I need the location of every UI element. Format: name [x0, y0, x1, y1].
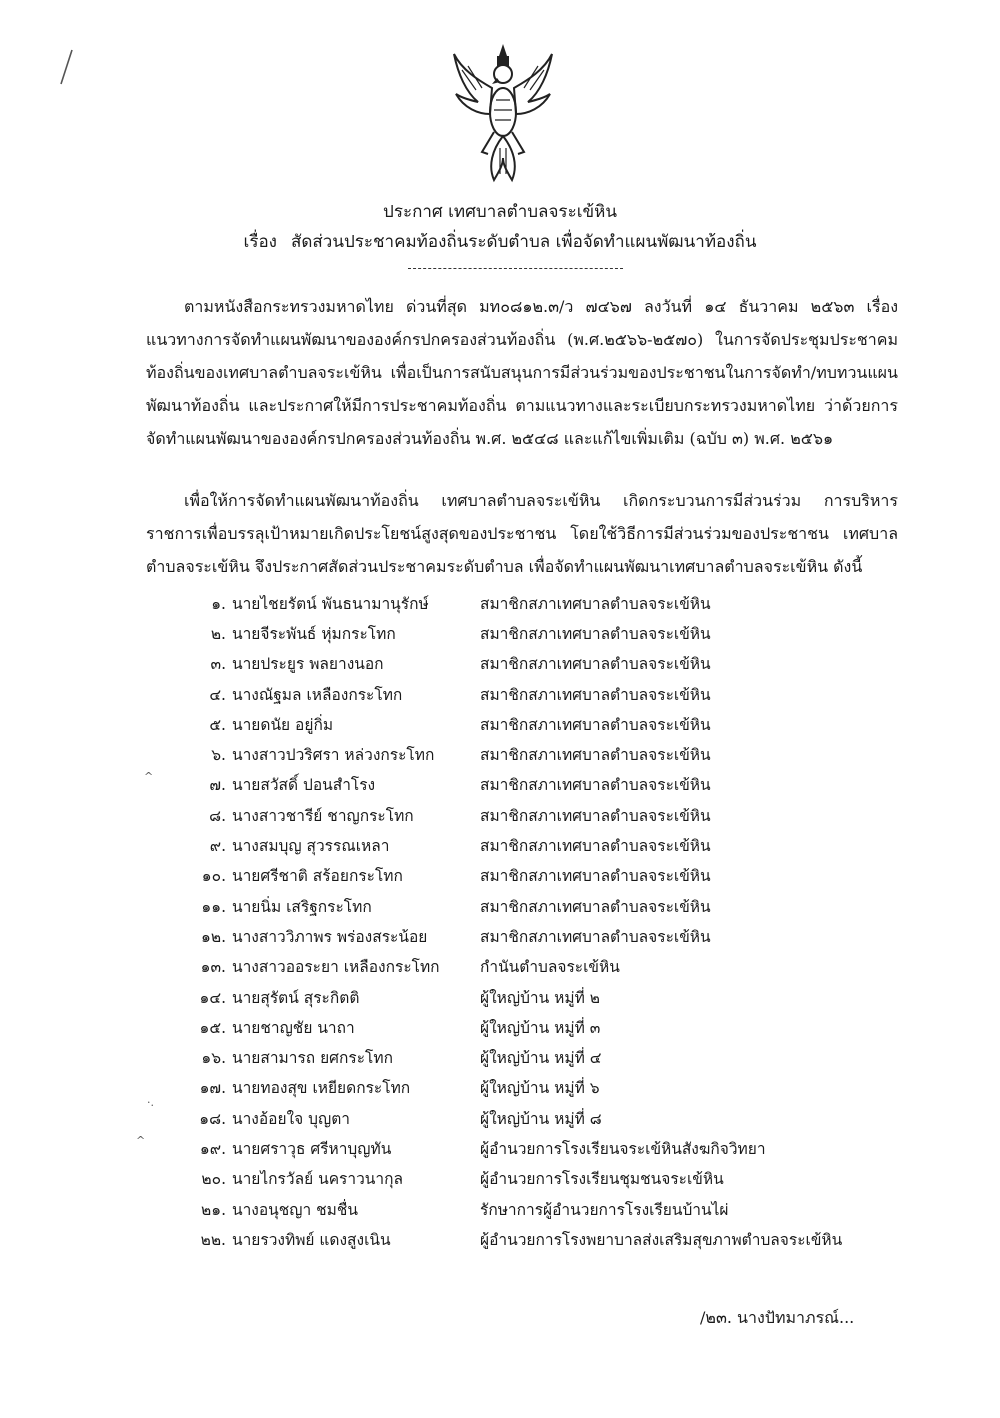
member-number: ๑๔. [199, 988, 226, 1007]
member-name: นางสาวปวริศรา หล่วงกระโทก [232, 746, 435, 765]
pen-stroke-mark [58, 48, 76, 86]
member-row [190, 588, 910, 618]
member-position: ผู้ใหญ่บ้าน หมู่ที่ ๓ [480, 1018, 601, 1037]
member-number: ๒๐. [201, 1170, 226, 1189]
member-name: นายสวัสดิ์ ปอนสำโรง [232, 776, 376, 795]
reference-paragraph: ตามหนังสือกระทรวงมหาดไทย ด่วนที่สุด มท๐๘๑๒.๓/ว ๗๔๖๗ ลงวันที่ ๑๔ ธันวาคม ๒๕๖๓ เรื่องแนวทางการจัดทำแผนพัฒนาขององค์กรปกครองส่วนท้องถิ่น (พ.ศ.๒๕๖๖-๒๕๗๐) ในการจัดประชุมประชาคมท้องถิ่นของเทศบาลตำบลจระเข้หิน เพื่อเป็นการสนับสนุนการมีส่วนร่วมของประชาชนในการจัดทำ/ทบทวนแผนพัฒนาท้องถิ่น และประกาศให้มีการประชาคมท้องถิ่น ตามแนวทางและระเบียบกระทรวงมหาดไทย ว่าด้วยการจัดทำแผนพัฒนาขององค์กรปกครองส่วนท้องถิ่น พ.ศ. ๒๕๔๘ และแก้ไขเพิ่มเติม (ฉบับ ๓) พ.ศ. ๒๕๖๑ [146, 297, 898, 448]
member-row [190, 982, 910, 1012]
member-name: นายไกรวัลย์ นคราวนากุล [232, 1170, 403, 1189]
member-position: ผู้ใหญ่บ้าน หมู่ที่ ๔ [480, 1049, 602, 1068]
member-position: สมาชิกสภาเทศบาลตำบลจระเข้หิน [480, 867, 711, 886]
member-row [190, 679, 910, 709]
member-position: รักษาการผู้อำนวยการโรงเรียนบ้านไผ่ [480, 1200, 729, 1219]
member-row [190, 1194, 910, 1224]
member-name: นายชาญชัย นาถา [232, 1018, 355, 1037]
scan-speck: ^ [136, 1134, 146, 1147]
title-divider [408, 268, 623, 269]
member-number: ๔. [209, 685, 226, 704]
member-name: นางสาวชารีย์ ชาญกระโทก [232, 806, 414, 825]
member-position: ผู้ใหญ่บ้าน หมู่ที่ ๖ [480, 1079, 600, 1098]
purpose-paragraph: เพื่อให้การจัดทำแผนพัฒนาท้องถิ่น เทศบาลตำบลจระเข้หิน เกิดกระบวนการมีส่วนร่วม การบริหารราชการเพื่อบรรลุเป้าหมายเกิดประโยชน์สูงสุดของประชาชน โดยใช้วิธีการมีส่วนร่วมของประชาชน เทศบาลตำบลจระเข้หิน จึงประกาศสัดส่วนประชาคมระดับตำบล เพื่อจัดทำแผนพัฒนาเทศบาลตำบลจระเข้หิน ดังนี้ [146, 491, 898, 576]
member-name: นายสุรัตน์ สุระกิตติ [232, 988, 360, 1007]
announcement-title: ประกาศ เทศบาลตำบลจระเข้หิน [383, 202, 617, 222]
member-row [190, 1012, 910, 1042]
member-name: นายประยูร พลยางนอก [232, 655, 384, 674]
member-number: ๗. [209, 776, 226, 795]
member-number: ๑๕. [199, 1018, 226, 1037]
member-name: นายศราวุธ ศรีหาบุญทัน [232, 1139, 392, 1158]
scan-speck: ·. [147, 1096, 154, 1109]
member-row [190, 1133, 910, 1163]
member-name: นายทองสุข เหยียดกระโทก [232, 1079, 411, 1098]
member-row [190, 1224, 910, 1254]
member-name: นางสาววิภาพร พร่องสระน้อย [232, 927, 428, 946]
member-name: นางอ้อยใจ บุญตา [232, 1109, 350, 1128]
member-position: ผู้อำนวยการโรงพยาบาลส่งเสริมสุขภาพตำบลจระเข้หิน [480, 1230, 843, 1249]
member-number: ๒๑. [201, 1200, 226, 1219]
member-name: นายไชยรัตน์ พันธนามานุรักษ์ [232, 594, 429, 613]
announcement-subject [0, 230, 1000, 254]
member-position: สมาชิกสภาเทศบาลตำบลจระเข้หิน [480, 776, 711, 795]
member-name: นายสามารถ ยศกระโทก [232, 1049, 393, 1068]
member-name: นายนิ่ม เสริฐกระโทก [232, 897, 372, 916]
member-position: สมาชิกสภาเทศบาลตำบลจระเข้หิน [480, 897, 711, 916]
member-number: ๑๘. [199, 1109, 226, 1128]
member-position: สมาชิกสภาเทศบาลตำบลจระเข้หิน [480, 685, 711, 704]
member-position: สมาชิกสภาเทศบาลตำบลจระเข้หิน [480, 806, 711, 825]
member-number: ๑๖. [201, 1049, 226, 1068]
member-position: สมาชิกสภาเทศบาลตำบลจระเข้หิน [480, 837, 711, 856]
member-position: กำนันตำบลจระเข้หิน [480, 958, 620, 977]
member-number: ๒. [210, 624, 226, 643]
member-name: นางสาวออระยา เหลืองกระโทก [232, 958, 440, 977]
garuda-emblem-icon [448, 40, 558, 190]
member-row [190, 891, 910, 921]
member-row [190, 1073, 910, 1103]
member-number: ๑๓. [200, 958, 226, 977]
subject-label: เรื่อง [243, 232, 277, 252]
member-number: ๕. [209, 715, 226, 734]
continued-note: /๒๓. นางปัทมาภรณ์... [700, 1308, 855, 1327]
member-number: ๘. [209, 806, 226, 825]
member-number: ๑๒. [201, 927, 226, 946]
member-number: ๑๑. [201, 897, 226, 916]
member-row [190, 800, 910, 830]
scan-speck: ^ [144, 770, 154, 783]
member-position: ผู้อำนวยการโรงเรียนจระเข้หินสังฆกิจวิทยา [480, 1139, 766, 1158]
member-row [190, 618, 910, 648]
member-number: ๑๗. [199, 1079, 226, 1098]
member-position: ผู้ใหญ่บ้าน หมู่ที่ ๘ [480, 1109, 602, 1128]
member-row [190, 861, 910, 891]
member-row [190, 921, 910, 951]
member-number: ๙. [209, 837, 226, 856]
member-position: สมาชิกสภาเทศบาลตำบลจระเข้หิน [480, 624, 711, 643]
member-number: ๑. [211, 594, 226, 613]
member-number: ๖. [211, 746, 226, 765]
member-name: นายศรีชาติ สร้อยกระโทก [232, 867, 403, 886]
member-name: นายรวงทิพย์ แดงสูงเนิน [232, 1230, 391, 1249]
member-name: นายจีระพันธ์ หุ่มกระโทก [232, 624, 396, 643]
member-name: นายดนัย อยู่กิ่ม [232, 715, 334, 734]
member-name: นางอนุชญา ชมชื่น [232, 1200, 358, 1219]
member-position: ผู้อำนวยการโรงเรียนชุมชนจระเข้หิน [480, 1170, 724, 1189]
member-row [190, 1042, 910, 1072]
member-row [190, 1103, 910, 1133]
member-position: สมาชิกสภาเทศบาลตำบลจระเข้หิน [480, 715, 711, 734]
member-name: นางณัฐมล เหลืองกระโทก [232, 685, 403, 704]
member-position: สมาชิกสภาเทศบาลตำบลจระเข้หิน [480, 927, 711, 946]
member-number: ๑๐. [201, 867, 226, 886]
member-roster [190, 588, 910, 1255]
member-row [190, 952, 910, 982]
member-position: ผู้ใหญ่บ้าน หมู่ที่ ๒ [480, 988, 600, 1007]
subject-text: สัดส่วนประชาคมท้องถิ่นระดับตำบล เพื่อจัดทำแผนพัฒนาท้องถิ่น [290, 232, 757, 252]
member-position: สมาชิกสภาเทศบาลตำบลจระเข้หิน [480, 594, 711, 613]
member-row [190, 1164, 910, 1194]
member-row [190, 770, 910, 800]
member-position: สมาชิกสภาเทศบาลตำบลจระเข้หิน [480, 655, 711, 674]
member-name: นางสมบุญ สุวรรณเหลา [232, 837, 390, 856]
member-row [190, 739, 910, 769]
member-number: ๒๒. [200, 1230, 226, 1249]
member-row [190, 830, 910, 860]
member-row [190, 649, 910, 679]
member-number: ๑๙. [199, 1139, 226, 1158]
member-position: สมาชิกสภาเทศบาลตำบลจระเข้หิน [480, 746, 711, 765]
member-number: ๓. [210, 655, 226, 674]
member-row [190, 709, 910, 739]
